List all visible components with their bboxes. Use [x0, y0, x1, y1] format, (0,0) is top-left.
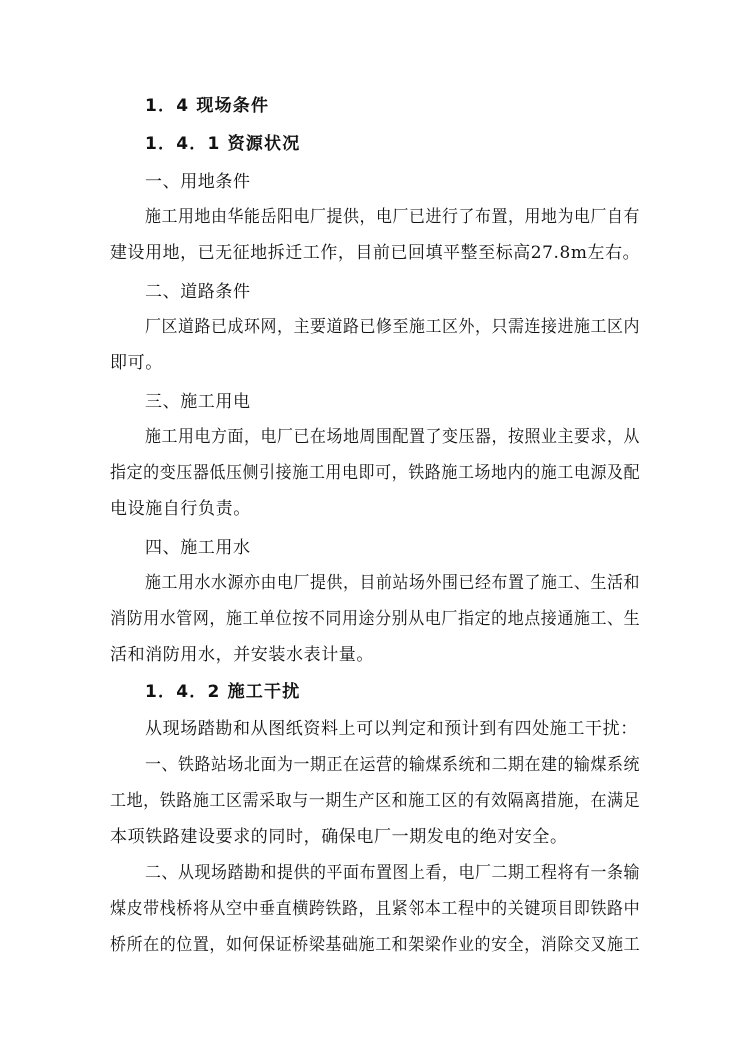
interference-item1-line-3: 本项铁路建设要求的同时，确保电厂一期发电的绝对安全。 [110, 827, 568, 847]
heading-1-4-1: 1．4．1 资源状况 [145, 134, 301, 154]
power-line-1: 施工用电方面，电厂已在场地周围配置了变压器，按照业主要求，从 [145, 427, 640, 447]
interference-item2-line-2: 煤皮带栈桥将从空中垂直横跨铁路，且紧邻本工程中的关键项目即铁路中 [110, 899, 641, 919]
interference-item2-line-3: 桥所在的位置，如何保证桥梁基础施工和架梁作业的安全，消除交叉施工 [110, 935, 641, 955]
power-line-2: 指定的变压器低压侧引接施工用电即可，铁路施工场地内的施工电源及配 [110, 463, 641, 483]
land-line-1: 施工用地由华能岳阳电厂提供，电厂已进行了布置，用地为电厂自有 [145, 207, 640, 227]
interference-item1-line-1: 一、铁路站场北面为一期正在运营的输煤系统和二期在建的输煤系统 [145, 755, 640, 775]
water-line-3: 活和消防用水，并安装水表计量。 [110, 645, 374, 665]
heading-1-4: 1．4 现场条件 [145, 96, 270, 116]
power-line-3: 电设施自行负责。 [110, 499, 251, 519]
subheading-land: 一、用地条件 [145, 172, 251, 192]
subheading-power: 三、施工用电 [145, 392, 251, 412]
land-line-2: 建设用地，已无征地拆迁工作，目前已回填平整至标高27.8m左右。 [110, 243, 641, 263]
subheading-water: 四、施工用水 [145, 538, 251, 558]
water-line-2: 消防用水管网，施工单位按不同用途分别从电厂指定的地点接通施工、生 [110, 609, 641, 629]
road-line-2: 即可。 [110, 353, 163, 373]
road-line-1: 厂区道路已成环网，主要道路已修至施工区外，只需连接进施工区内 [145, 317, 640, 337]
water-line-1: 施工用水水源亦由电厂提供，目前站场外围已经布置了施工、生活和 [145, 573, 640, 593]
interference-item2-line-1: 二、从现场踏勘和提供的平面布置图上看，电厂二期工程将有一条输 [145, 863, 640, 883]
interference-item1-line-2: 工地，铁路施工区需采取与一期生产区和施工区的有效隔离措施，在满足 [110, 791, 641, 811]
interference-intro: 从现场踏勘和从图纸资料上可以判定和预计到有四处施工干扰： [145, 719, 638, 739]
heading-1-4-2: 1．4．2 施工干扰 [145, 682, 301, 702]
subheading-road: 二、道路条件 [145, 282, 251, 302]
